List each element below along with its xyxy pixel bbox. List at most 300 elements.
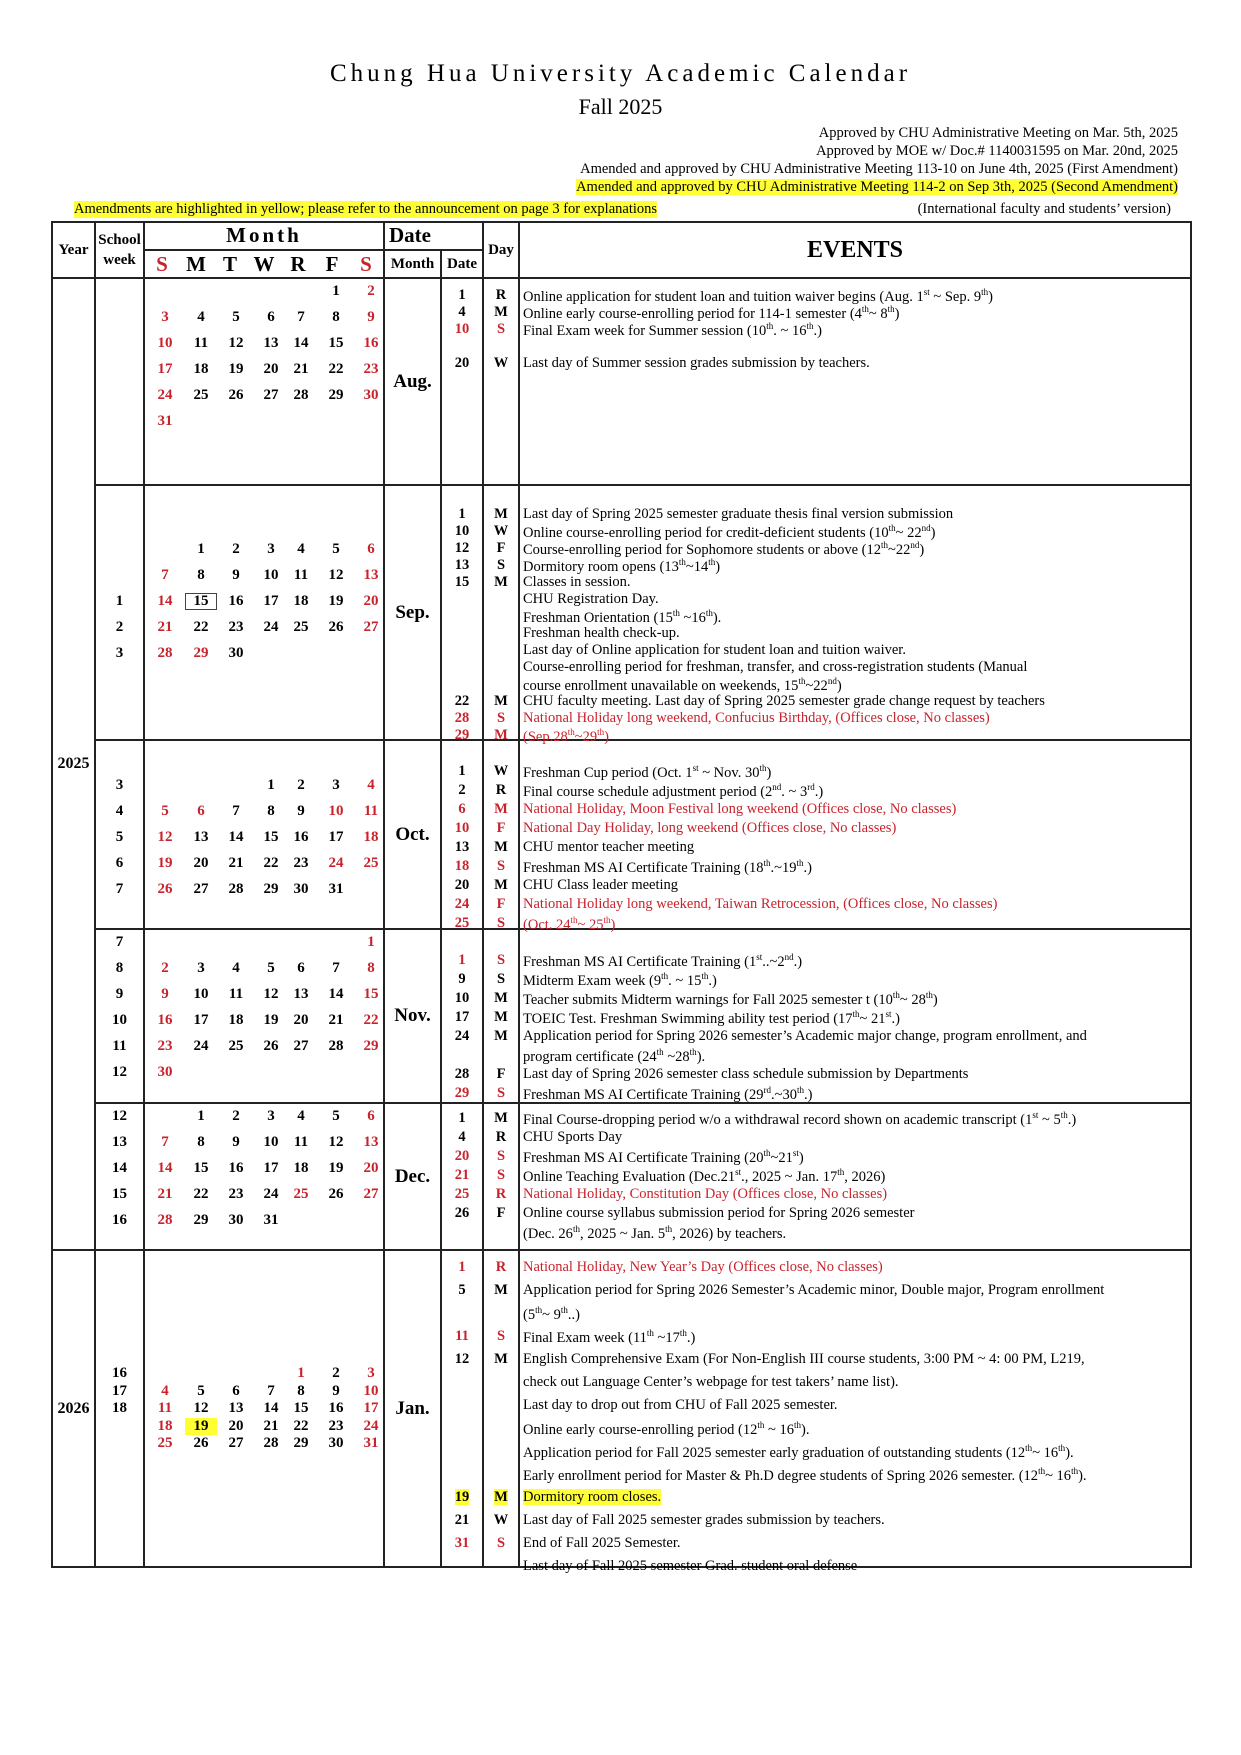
event-days-cell	[483, 1103, 519, 1250]
calendar-day: 10	[263, 567, 279, 583]
calendar-day: 30	[293, 881, 309, 897]
calendar-day: 17	[263, 593, 279, 609]
event-date: 1	[458, 506, 466, 522]
header-date: Date	[384, 222, 483, 250]
calendar-day: 2	[161, 960, 169, 976]
event-date: 1	[458, 763, 466, 779]
calendar-day: 29	[193, 1212, 209, 1228]
calendar-day: 10	[157, 335, 173, 351]
school-week-number: 9	[115, 986, 124, 1002]
month-calendar-grid	[144, 1250, 384, 1567]
calendar-day: 24	[157, 387, 173, 403]
calendar-day: 23	[293, 855, 309, 871]
calendar-day: 20	[293, 1012, 309, 1028]
calendar-day: 7	[161, 1134, 169, 1150]
calendar-day: 18	[293, 1160, 309, 1176]
calendar-day: 18	[193, 361, 209, 377]
calendar-day: 31	[263, 1212, 279, 1228]
calendar-day: 11	[293, 1134, 309, 1150]
calendar-day: 11	[157, 1400, 173, 1416]
calendar-day: 16	[228, 1160, 244, 1176]
event-text: Dormitory room closes.	[523, 1489, 662, 1505]
school-week-cell	[95, 1103, 144, 1250]
school-week-cell	[95, 929, 144, 1103]
event-dates-cell	[441, 929, 483, 1103]
calendar-day: 29	[293, 1435, 309, 1451]
calendar-day: 17	[328, 829, 344, 845]
event-date: 24	[454, 896, 470, 912]
calendar-day: 26	[328, 619, 344, 635]
event-text: Last day of Online application for student loan and tuition waiver.	[523, 642, 906, 658]
event-date: 10	[454, 523, 470, 539]
month-name: Oct.	[384, 740, 441, 929]
calendar-day: 27	[363, 1186, 379, 1202]
event-text: Freshman Cup period (Oct. 1st ~ Nov. 30th)	[523, 763, 772, 781]
calendar-day: 25	[193, 387, 209, 403]
events-cell	[519, 1250, 1191, 1574]
event-days-cell	[483, 929, 519, 1103]
event-text: (5th~ 9th..)	[523, 1305, 580, 1323]
calendar-day: 14	[157, 1160, 173, 1176]
event-date: 18	[454, 858, 470, 874]
event-day: R	[495, 782, 507, 798]
event-day: S	[496, 1535, 506, 1551]
event-days-cell	[483, 1250, 519, 1567]
calendar-day: 11	[193, 335, 209, 351]
calendar-day: 28	[157, 645, 173, 661]
school-week-cell	[95, 278, 144, 485]
event-dates-cell	[441, 1250, 483, 1567]
school-week-number: 3	[115, 777, 124, 793]
calendar-day: 19	[157, 855, 173, 871]
calendar-day: 9	[161, 986, 169, 1002]
school-week-number: 16	[112, 1212, 127, 1228]
month-calendar-grid	[144, 278, 384, 485]
calendar-day: 9	[367, 309, 375, 325]
event-text: Classes in session.	[523, 574, 631, 590]
school-week-number: 7	[115, 881, 124, 897]
calendar-day: 8	[197, 567, 205, 583]
calendar-day: 9	[232, 567, 240, 583]
event-text: Last day of Fall 2025 semester Grad. student oral defense	[523, 1558, 858, 1574]
calendar-day: 20	[263, 361, 279, 377]
calendar-day: 7	[332, 960, 340, 976]
calendar-day: 16	[293, 829, 309, 845]
calendar-day: 13	[363, 1134, 379, 1150]
calendar-day: 20	[228, 1417, 244, 1434]
month-calendar-grid	[144, 740, 384, 929]
calendar-day: 30	[328, 1435, 344, 1451]
calendar-day: 31	[328, 881, 344, 897]
calendar-day: 10	[193, 986, 209, 1002]
event-text: Last day of Summer session grades submission by teachers.	[523, 355, 870, 371]
calendar-day: 15	[263, 829, 279, 845]
calendar-day: 14	[157, 593, 173, 609]
calendar-day: 3	[267, 1108, 275, 1124]
calendar-day: 28	[228, 881, 244, 897]
school-week-number: 7	[115, 934, 124, 950]
event-day: M	[494, 727, 508, 743]
event-dates-cell	[441, 485, 483, 743]
month-row	[52, 278, 1191, 485]
event-text: program certificate (24th ~28th).	[523, 1047, 706, 1065]
calendar-day: 12	[328, 567, 344, 583]
event-day: R	[495, 1259, 507, 1275]
event-date: 28	[454, 710, 470, 726]
calendar-day: 3	[367, 1365, 375, 1381]
calendar-day: 26	[157, 881, 173, 897]
dow-wed: W	[253, 251, 275, 276]
calendar-day: 19	[228, 361, 244, 377]
calendar-day: 19	[185, 1418, 217, 1435]
event-text: course enrollment unavailable on weekends, 15th~22nd)	[523, 676, 842, 694]
month-name: Aug.	[384, 278, 441, 485]
event-day: F	[496, 1066, 506, 1082]
header-year: Year	[52, 222, 95, 278]
event-text: CHU Sports Day	[523, 1129, 623, 1145]
event-text: Course-enrolling period for freshman, transfer, and cross-registration students (Manual	[523, 659, 1028, 675]
event-date: 11	[455, 1328, 469, 1344]
event-date: 4	[458, 1129, 466, 1145]
calendar-day: 25	[363, 855, 379, 871]
event-date: 1	[458, 952, 466, 968]
calendar-day: 17	[263, 1160, 279, 1176]
event-day: M	[494, 304, 508, 320]
event-text: Dormitory room opens (13th~14th)	[523, 557, 721, 575]
calendar-day: 29	[193, 645, 209, 661]
event-date: 1	[458, 287, 466, 303]
calendar-day: 22	[363, 1012, 379, 1028]
calendar-day: 15	[193, 1160, 209, 1176]
event-day: M	[494, 1282, 508, 1298]
event-text: Online early course-enrolling period for 114-1 semester (4th~ 8th)	[523, 304, 900, 322]
event-date: 21	[454, 1512, 470, 1528]
calendar-day: 8	[197, 1134, 205, 1150]
event-day: S	[496, 971, 506, 987]
event-date: 10	[454, 990, 470, 1006]
dow-mon: M	[186, 251, 206, 276]
event-day: S	[496, 557, 506, 573]
calendar-day: 1	[197, 1108, 205, 1124]
event-text: Course-enrolling period for Sophomore students or above (12th~22nd)	[523, 540, 925, 558]
calendar-day: 14	[228, 829, 244, 845]
event-days-cell	[483, 278, 519, 485]
calendar-day: 6	[297, 960, 305, 976]
calendar-day: 11	[228, 986, 244, 1002]
calendar-day: 15	[185, 593, 217, 610]
month-calendar-grid	[144, 1103, 384, 1250]
calendar-day: 1	[332, 283, 340, 299]
month-name: Dec.	[384, 1103, 441, 1250]
calendar-day: 29	[328, 387, 344, 403]
calendar-day: 13	[263, 335, 279, 351]
calendar-day: 22	[193, 619, 209, 635]
event-date: 5	[458, 1282, 466, 1298]
event-text: Teacher submits Midterm warnings for Fall 2025 semester t (10th~ 28th)	[523, 990, 938, 1008]
calendar-day: 17	[157, 361, 173, 377]
school-week-number: 18	[112, 1400, 127, 1416]
calendar-day: 30	[228, 1212, 244, 1228]
event-date: 20	[454, 355, 470, 371]
event-day: W	[493, 763, 509, 779]
header-day	[483, 222, 519, 278]
month-calendar-grid	[144, 929, 384, 1103]
calendar-day: 12	[228, 335, 244, 351]
school-week-number: 8	[115, 960, 124, 976]
calendar-day: 5	[332, 541, 340, 557]
calendar-day: 8	[297, 1382, 305, 1399]
event-text: Application period for Spring 2026 semester’s Academic major change, program enrollment, and	[523, 1028, 1087, 1044]
calendar-day: 7	[232, 803, 240, 819]
calendar-day: 23	[363, 361, 379, 377]
calendar-day: 21	[157, 1186, 173, 1202]
event-text: Online course-enrolling period for credit-deficient students (10th~ 22nd)	[523, 523, 936, 541]
event-text: National Holiday, New Year’s Day (Offices close, No classes)	[523, 1259, 883, 1275]
event-date: 20	[454, 1148, 470, 1164]
approval-line: Amended and approved by CHU Administrative Meeting 113-10 on June 4th, 2025 (First Amendment)	[580, 161, 1178, 177]
academic-calendar-table	[51, 221, 1192, 1574]
events-cell	[519, 278, 1191, 485]
month-row	[52, 1250, 1191, 1567]
event-text: Online course syllabus submission period for Spring 2026 semester	[523, 1205, 915, 1221]
calendar-day: 23	[228, 1186, 244, 1202]
event-day: F	[496, 1205, 506, 1221]
calendar-day: 25	[293, 1186, 309, 1202]
event-text: End of Fall 2025 Semester.	[523, 1535, 681, 1551]
event-dates-cell	[441, 740, 483, 929]
event-date: 17	[454, 1009, 470, 1025]
event-date: 13	[454, 557, 470, 573]
calendar-day: 31	[363, 1435, 379, 1451]
calendar-day: 12	[328, 1134, 344, 1150]
approval-line-highlighted: Amended and approved by CHU Administrative Meeting 114-2 on Sep 3th, 2025 (Second Amendment)	[576, 179, 1178, 195]
event-date: 4	[458, 304, 466, 320]
calendar-day: 23	[157, 1038, 173, 1054]
calendar-day: 21	[157, 619, 173, 635]
school-week-number: 11	[112, 1038, 127, 1054]
dow-thu: R	[290, 251, 306, 276]
event-text: English Comprehensive Exam (For Non-English III course students, 3:00 PM ~ 4: 00 PM, L219,	[523, 1351, 1085, 1367]
calendar-day: 27	[263, 387, 279, 403]
event-day: W	[493, 523, 509, 539]
calendar-day: 8	[367, 960, 375, 976]
semester-subtitle: Fall 2025	[578, 94, 663, 119]
calendar-day: 2	[232, 541, 240, 557]
event-day: M	[494, 1110, 508, 1126]
event-text: TOEIC Test. Freshman Swimming ability test period (17th~ 21st.)	[523, 1009, 901, 1027]
school-week-cell	[95, 1250, 144, 1567]
event-text: Online Teaching Evaluation (Dec.21st., 2025 ~ Jan. 17th, 2026)	[523, 1167, 886, 1185]
calendar-day: 7	[161, 567, 169, 583]
calendar-day: 24	[263, 1186, 279, 1202]
calendar-day: 6	[367, 541, 375, 557]
event-day: S	[496, 321, 506, 337]
calendar-day: 28	[157, 1212, 173, 1228]
event-date: 1	[458, 1259, 466, 1275]
calendar-day: 14	[263, 1400, 279, 1416]
calendar-day: 22	[293, 1417, 309, 1434]
calendar-day: 2	[332, 1365, 340, 1381]
school-week-number: 4	[115, 803, 124, 819]
calendar-day: 22	[263, 855, 279, 871]
header-events: EVENTS	[519, 222, 1191, 278]
event-day: M	[494, 574, 508, 590]
calendar-day: 1	[267, 777, 275, 793]
calendar-day: 24	[263, 619, 279, 635]
event-dates-cell	[441, 278, 483, 485]
calendar-day: 27	[228, 1435, 244, 1451]
event-date: 29	[454, 1085, 470, 1101]
calendar-day: 15	[363, 986, 379, 1002]
calendar-day: 20	[363, 593, 379, 609]
amendment-note: Amendments are highlighted in yellow; please refer to the announcement on page 3 for explanations	[74, 201, 658, 217]
event-day: F	[496, 540, 506, 556]
event-date: 15	[454, 574, 470, 590]
calendar-day: 1	[297, 1365, 305, 1381]
calendar-day: 27	[193, 881, 209, 897]
calendar-day: 26	[263, 1038, 279, 1054]
event-text: check out Language Center’s webpage for test takers’ name list).	[523, 1374, 899, 1390]
event-date: 10	[454, 820, 470, 836]
calendar-day: 13	[228, 1400, 244, 1416]
event-text: Application period for Spring 2026 Semester’s Academic minor, Double major, Program enrollment	[523, 1282, 1105, 1298]
calendar-day: 18	[228, 1012, 244, 1028]
event-text: (Sep.28th~29th)	[523, 727, 609, 745]
event-date: 22	[454, 693, 470, 709]
events-cell	[519, 485, 1191, 745]
calendar-day: 10	[263, 1134, 279, 1150]
calendar-day: 5	[232, 309, 240, 325]
event-day: S	[496, 710, 506, 726]
calendar-day: 21	[328, 1012, 344, 1028]
event-day: M	[494, 693, 508, 709]
calendar-day: 6	[232, 1382, 240, 1399]
calendar-day: 17	[193, 1012, 209, 1028]
event-text: CHU Registration Day.	[523, 591, 659, 607]
calendar-day: 24	[193, 1038, 209, 1054]
header-month: Month	[144, 222, 384, 250]
event-text: (Dec. 26th, 2025 ~ Jan. 5th, 2026) by teachers.	[523, 1224, 787, 1242]
calendar-day: 5	[332, 1108, 340, 1124]
school-week-number: 15	[112, 1186, 127, 1202]
event-text: Last day to drop out from CHU of Fall 2025 semester.	[523, 1397, 838, 1413]
event-day: S	[496, 952, 506, 968]
event-date: 2	[458, 782, 466, 798]
calendar-day: 31	[157, 413, 173, 429]
calendar-day: 10	[328, 803, 344, 819]
calendar-day: 26	[328, 1186, 344, 1202]
school-week-number: 6	[115, 855, 124, 871]
calendar-day: 21	[293, 361, 309, 377]
events-cell	[519, 1103, 1191, 1250]
calendar-day: 25	[228, 1038, 244, 1054]
school-week-number: 12	[112, 1108, 127, 1124]
header-date-month: Month	[384, 250, 441, 278]
events-cell	[519, 929, 1191, 1103]
event-day: F	[496, 896, 506, 912]
event-text: Final course schedule adjustment period (2nd. ~ 3rd.)	[523, 782, 824, 800]
calendar-day: 11	[363, 803, 379, 819]
month-name: Jan.	[384, 1250, 441, 1567]
event-text: National Holiday long weekend, Taiwan Retrocession, (Offices close, No classes)	[523, 896, 998, 912]
event-text: Last day of Spring 2025 semester graduate thesis final version submission	[523, 506, 954, 522]
school-week-number: 3	[115, 645, 124, 661]
calendar-day: 21	[228, 855, 244, 871]
calendar-day: 16	[328, 1400, 344, 1416]
year-cell: 2025	[52, 278, 95, 1250]
calendar-day: 28	[293, 387, 309, 403]
calendar-day: 22	[193, 1186, 209, 1202]
school-week-number: 14	[112, 1160, 127, 1176]
calendar-day: 13	[363, 567, 379, 583]
calendar-day: 3	[267, 541, 275, 557]
event-day: M	[494, 1009, 508, 1025]
calendar-day: 2	[367, 283, 375, 299]
event-day: S	[496, 858, 506, 874]
school-week-number: 10	[112, 1012, 127, 1028]
month-row	[52, 740, 1191, 929]
event-text: Application period for Fall 2025 semester early graduation of outstanding students (12th~ 16th).	[523, 1443, 1074, 1461]
calendar-day: 24	[363, 1417, 379, 1434]
school-week-cell	[95, 740, 144, 929]
school-week-number: 13	[112, 1134, 127, 1150]
school-week-number: 12	[112, 1064, 127, 1080]
calendar-day: 23	[228, 619, 244, 635]
calendar-day: 2	[232, 1108, 240, 1124]
month-name: Sep.	[384, 485, 441, 740]
approval-line: Approved by CHU Administrative Meeting on Mar. 5th, 2025	[818, 125, 1178, 141]
calendar-day: 9	[297, 803, 305, 819]
month-row	[52, 1103, 1191, 1250]
calendar-day: 8	[332, 309, 340, 325]
calendar-day: 20	[363, 1160, 379, 1176]
calendar-day: 30	[228, 645, 244, 661]
calendar-day: 18	[363, 829, 379, 845]
event-day: W	[493, 355, 509, 371]
school-week-number: 17	[112, 1382, 127, 1399]
event-date: 26	[454, 1205, 470, 1221]
event-date: 25	[454, 1186, 470, 1202]
calendar-day: 13	[293, 986, 309, 1002]
calendar-day: 3	[197, 960, 205, 976]
calendar-day: 13	[193, 829, 209, 845]
event-text: Last day of Spring 2026 semester class schedule submission by Departments	[523, 1066, 969, 1082]
month-row	[52, 929, 1191, 1103]
school-week-cell	[95, 485, 144, 740]
dow-fri: F	[325, 251, 339, 276]
event-text: Online early course-enrolling period (12th ~ 16th).	[523, 1420, 810, 1438]
event-text: (Oct. 24th~ 25th)	[523, 915, 616, 933]
event-day: M	[494, 801, 508, 817]
page-title: Chung Hua University Academic Calendar	[329, 60, 912, 87]
dow-sat: S	[360, 251, 372, 276]
calendar-day: 22	[328, 361, 344, 377]
calendar-day: 7	[297, 309, 305, 325]
event-text: Freshman MS AI Certificate Training (20th~21st)	[523, 1148, 804, 1166]
event-day: M	[494, 506, 508, 522]
calendar-day: 19	[328, 593, 344, 609]
calendar-day: 5	[197, 1382, 205, 1399]
calendar-day: 5	[161, 803, 169, 819]
calendar-day: 4	[297, 1108, 305, 1124]
event-text: Final Course-dropping period w/o a withdrawal record shown on academic transcript (1st ~ 5th.)	[523, 1110, 1077, 1128]
approval-line: Approved by MOE w/ Doc.# 1140031595 on Mar. 20nd, 2025	[816, 143, 1178, 159]
event-text: National Day Holiday, long weekend (Offices close, No classes)	[523, 820, 897, 836]
calendar-day: 1	[367, 934, 375, 950]
event-day: S	[496, 1085, 506, 1101]
events-cell	[519, 740, 1191, 933]
calendar-day: 16	[157, 1012, 173, 1028]
